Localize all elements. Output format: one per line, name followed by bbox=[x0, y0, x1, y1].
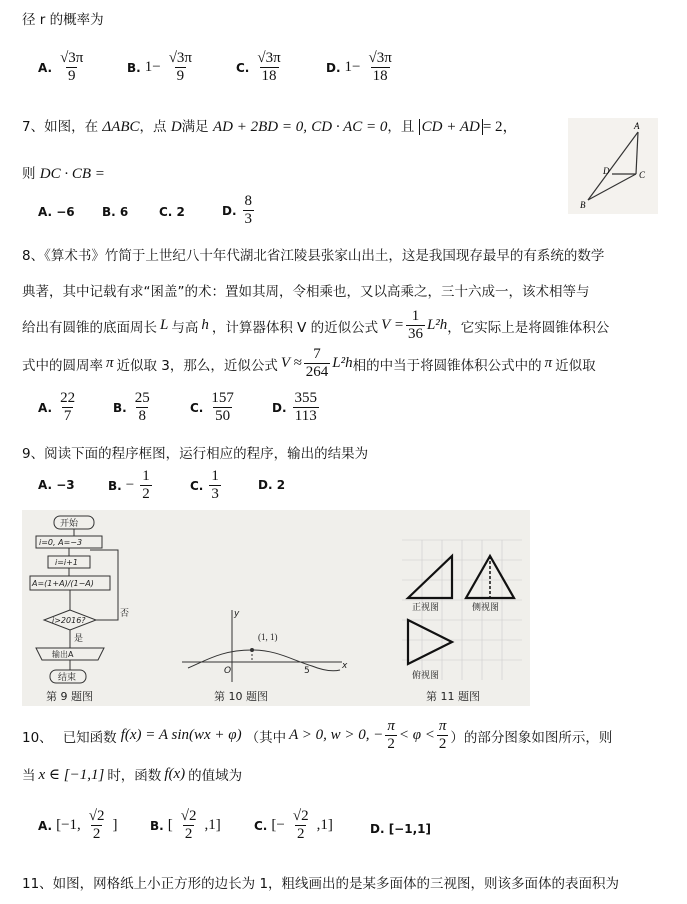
q8-option-c: C. $\frac{157}{50}$ bbox=[190, 390, 234, 424]
flow-no: 否 bbox=[120, 609, 130, 619]
front-view-label: 正视图 bbox=[412, 603, 440, 613]
q10-option-c: C. [− $\frac{√2}{2}$ ,1] bbox=[254, 808, 333, 842]
fig-label-a: A bbox=[634, 121, 640, 131]
top-view-label: 俯视图 bbox=[412, 671, 440, 681]
q7-option-a: A. −6 bbox=[38, 205, 75, 219]
q10-line-2: 当 x ∈ [−1,1] 时，函数 f(x) 的值域为 bbox=[22, 765, 243, 784]
q7-triangle-figure bbox=[568, 118, 658, 214]
q7-stem: 7、如图，在 ΔABC，点 D满足 AD + 2BD = 0, CD · AC = 0，且 CD + AD = 2， bbox=[22, 119, 518, 135]
flow-assign: A=(1+A)/(1−A) bbox=[32, 579, 94, 588]
fig9-caption: 第 9 题图 bbox=[46, 690, 93, 703]
flow-cond: i>2016? bbox=[52, 616, 86, 625]
sine-point-label: (1, 1) bbox=[258, 632, 278, 642]
figures-strip bbox=[22, 510, 530, 706]
fig11-caption: 第 11 题图 bbox=[426, 690, 480, 703]
fig-label-c: C bbox=[639, 170, 646, 180]
q9-option-d: D. 2 bbox=[258, 478, 286, 492]
flow-start: 开始 bbox=[60, 519, 79, 529]
q7-ask: 则 DC · CB = bbox=[22, 166, 105, 182]
flow-end: 结束 bbox=[58, 673, 77, 683]
flow-init: i=0, A=−3 bbox=[39, 538, 83, 547]
top-line: 径 r 的概率为 bbox=[22, 12, 104, 28]
q8-line-3: 给出有圆锥的底面周长 L 与高 h ，计算器体积 V 的近似公式 V = $\frac{1}{36}$ L²h ，它实际上是将圆锥体积公 bbox=[22, 308, 610, 342]
q10-option-d: D. [−1,1] bbox=[370, 822, 431, 836]
q8-option-d: D. $\frac{355}{113}$ bbox=[272, 390, 318, 424]
q8-line-1: 8、《算术书》竹简于上世纪八十年代湖北省江陵县张家山出土，这是我国现存最早的有系统的数学 bbox=[22, 248, 605, 264]
flow-out: 输出A bbox=[52, 650, 74, 659]
side-view-label: 侧视图 bbox=[472, 603, 500, 613]
q10-option-a: A. [−1, $\frac{√2}{2}$ ] bbox=[38, 808, 118, 842]
q8-option-a: A. $\frac{22}{7}$ bbox=[38, 390, 76, 424]
q8-option-b: B. $\frac{25}{8}$ bbox=[113, 390, 150, 424]
sine-peak-point bbox=[250, 648, 254, 652]
fig10-caption: 第 10 题图 bbox=[214, 690, 268, 703]
q10-option-b: B. [ $\frac{√2}{2}$ ,1] bbox=[150, 808, 221, 842]
sine-five: 5 bbox=[304, 666, 310, 676]
q7-option-b: B. 6 bbox=[102, 205, 129, 219]
q9-stem: 9、阅读下面的程序框图，运行相应的程序，输出的结果为 bbox=[22, 446, 369, 462]
q8-line-2: 典著，其中记载有求“囷盖”的术：置如其周，令相乘也，又以高乘之，三十六成一，该术相等与 bbox=[22, 284, 590, 300]
q9-option-b: B. − $\frac{1}{2}$ bbox=[108, 468, 150, 502]
sine-y-label: y bbox=[234, 609, 240, 619]
fig-label-b: B bbox=[580, 200, 586, 210]
prob-option-d: D. 1− $\frac{√3\pi}{18}$ bbox=[326, 50, 392, 84]
q8-line-4: 式中的圆周率 π 近似取 3，那么，近似公式 V ≈ $\frac{7}{264}$ L²h 相的中当于将圆锥体积公式中的 π 近似取 bbox=[22, 346, 596, 380]
prob-option-c: C. $\frac{√3\pi}{18}$ bbox=[236, 50, 281, 84]
q11-stem: 11、如图，网格纸上小正方形的边长为 1，粗线画出的是某多面体的三视图，则该多面体的表面积为 bbox=[22, 876, 620, 892]
q7-option-c: C. 2 bbox=[159, 205, 185, 219]
flow-yes: 是 bbox=[74, 634, 84, 644]
prob-option-a: A. $\frac{√3\pi}{9}$ bbox=[38, 50, 84, 84]
q9-option-c: C. $\frac{1}{3}$ bbox=[190, 468, 219, 502]
sine-origin: O bbox=[224, 666, 232, 676]
q7-option-d: D. $\frac{8}{3}$ bbox=[222, 193, 253, 227]
sine-x-label: x bbox=[342, 661, 348, 671]
flow-inc: i=i+1 bbox=[55, 558, 78, 567]
prob-option-b: B. 1− $\frac{√3\pi}{9}$ bbox=[127, 50, 192, 84]
q9-option-a: A. −3 bbox=[38, 478, 75, 492]
q10-stem: 10、 已知函数 f(x) = A sin(wx + φ) （其中 A > 0, w > 0, − $\frac{\pi}{2}$ < φ < $\frac{\pi}{2}$ ）的部分图象如图所示，则 bbox=[22, 718, 613, 752]
fig-label-d: D bbox=[603, 166, 610, 176]
